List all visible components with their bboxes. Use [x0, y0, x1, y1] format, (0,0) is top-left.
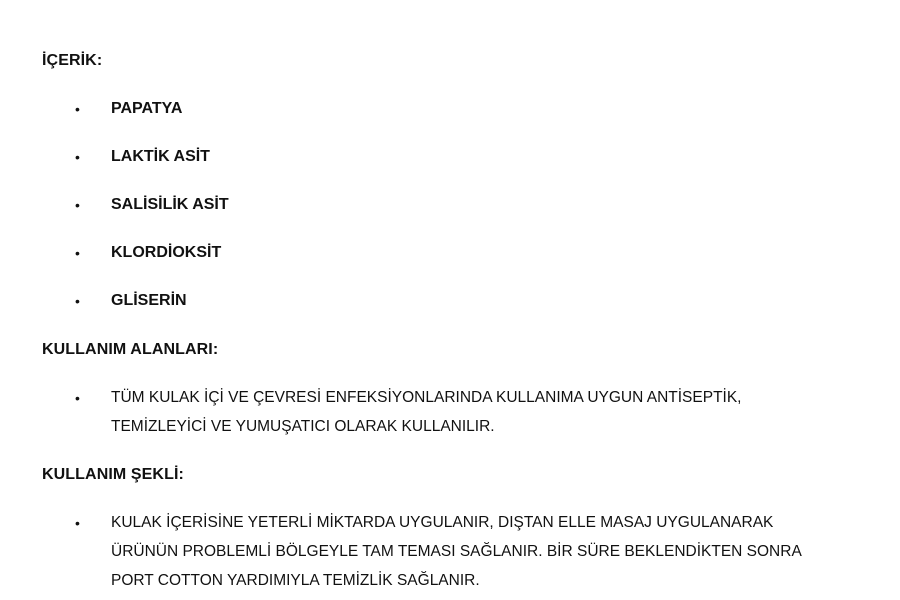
ingredients-heading: İÇERİK:: [42, 52, 103, 69]
ingredient-label: KLORDİOKSİT: [111, 244, 222, 261]
ingredient-label: LAKTİK ASİT: [111, 148, 210, 165]
usage-method-heading: KULLANIM ŞEKLİ:: [42, 466, 184, 483]
bullet-icon: [75, 99, 85, 119]
bullet-icon: [75, 291, 85, 311]
ingredient-label: PAPATYA: [111, 100, 183, 117]
text-line: TÜM KULAK İÇİ VE ÇEVRESİ ENFEKSİYONLARINDA KULLANIMA UYGUN ANTİSEPTİK,: [111, 389, 742, 406]
bullet-icon: [75, 243, 85, 263]
bullet-icon: [75, 195, 85, 215]
usage-method-text: [111, 508, 802, 595]
text-line: KULAK İÇERİSİNE YETERLİ MİKTARDA UYGULANIR, DIŞTAN ELLE MASAJ UYGULANARAK: [111, 514, 774, 531]
bullet-icon: [75, 388, 85, 408]
bullet-icon: [75, 513, 85, 533]
ingredient-label: GLİSERİN: [111, 292, 187, 309]
usage-areas-text: [111, 383, 742, 441]
text-line: PORT COTTON YARDIMIYLA TEMİZLİK SAĞLANIR.: [111, 572, 480, 589]
bullet-icon: [75, 147, 85, 167]
text-line: TEMİZLEYİCİ VE YUMUŞATICI OLARAK KULLANILIR.: [111, 418, 495, 435]
ingredient-label: SALİSİLİK ASİT: [111, 196, 229, 213]
text-line: ÜRÜNÜN PROBLEMLİ BÖLGEYLE TAM TEMASI SAĞLANIR. BİR SÜRE BEKLENDİKTEN SONRA: [111, 543, 802, 560]
usage-areas-heading: KULLANIM ALANLARI:: [42, 341, 219, 358]
